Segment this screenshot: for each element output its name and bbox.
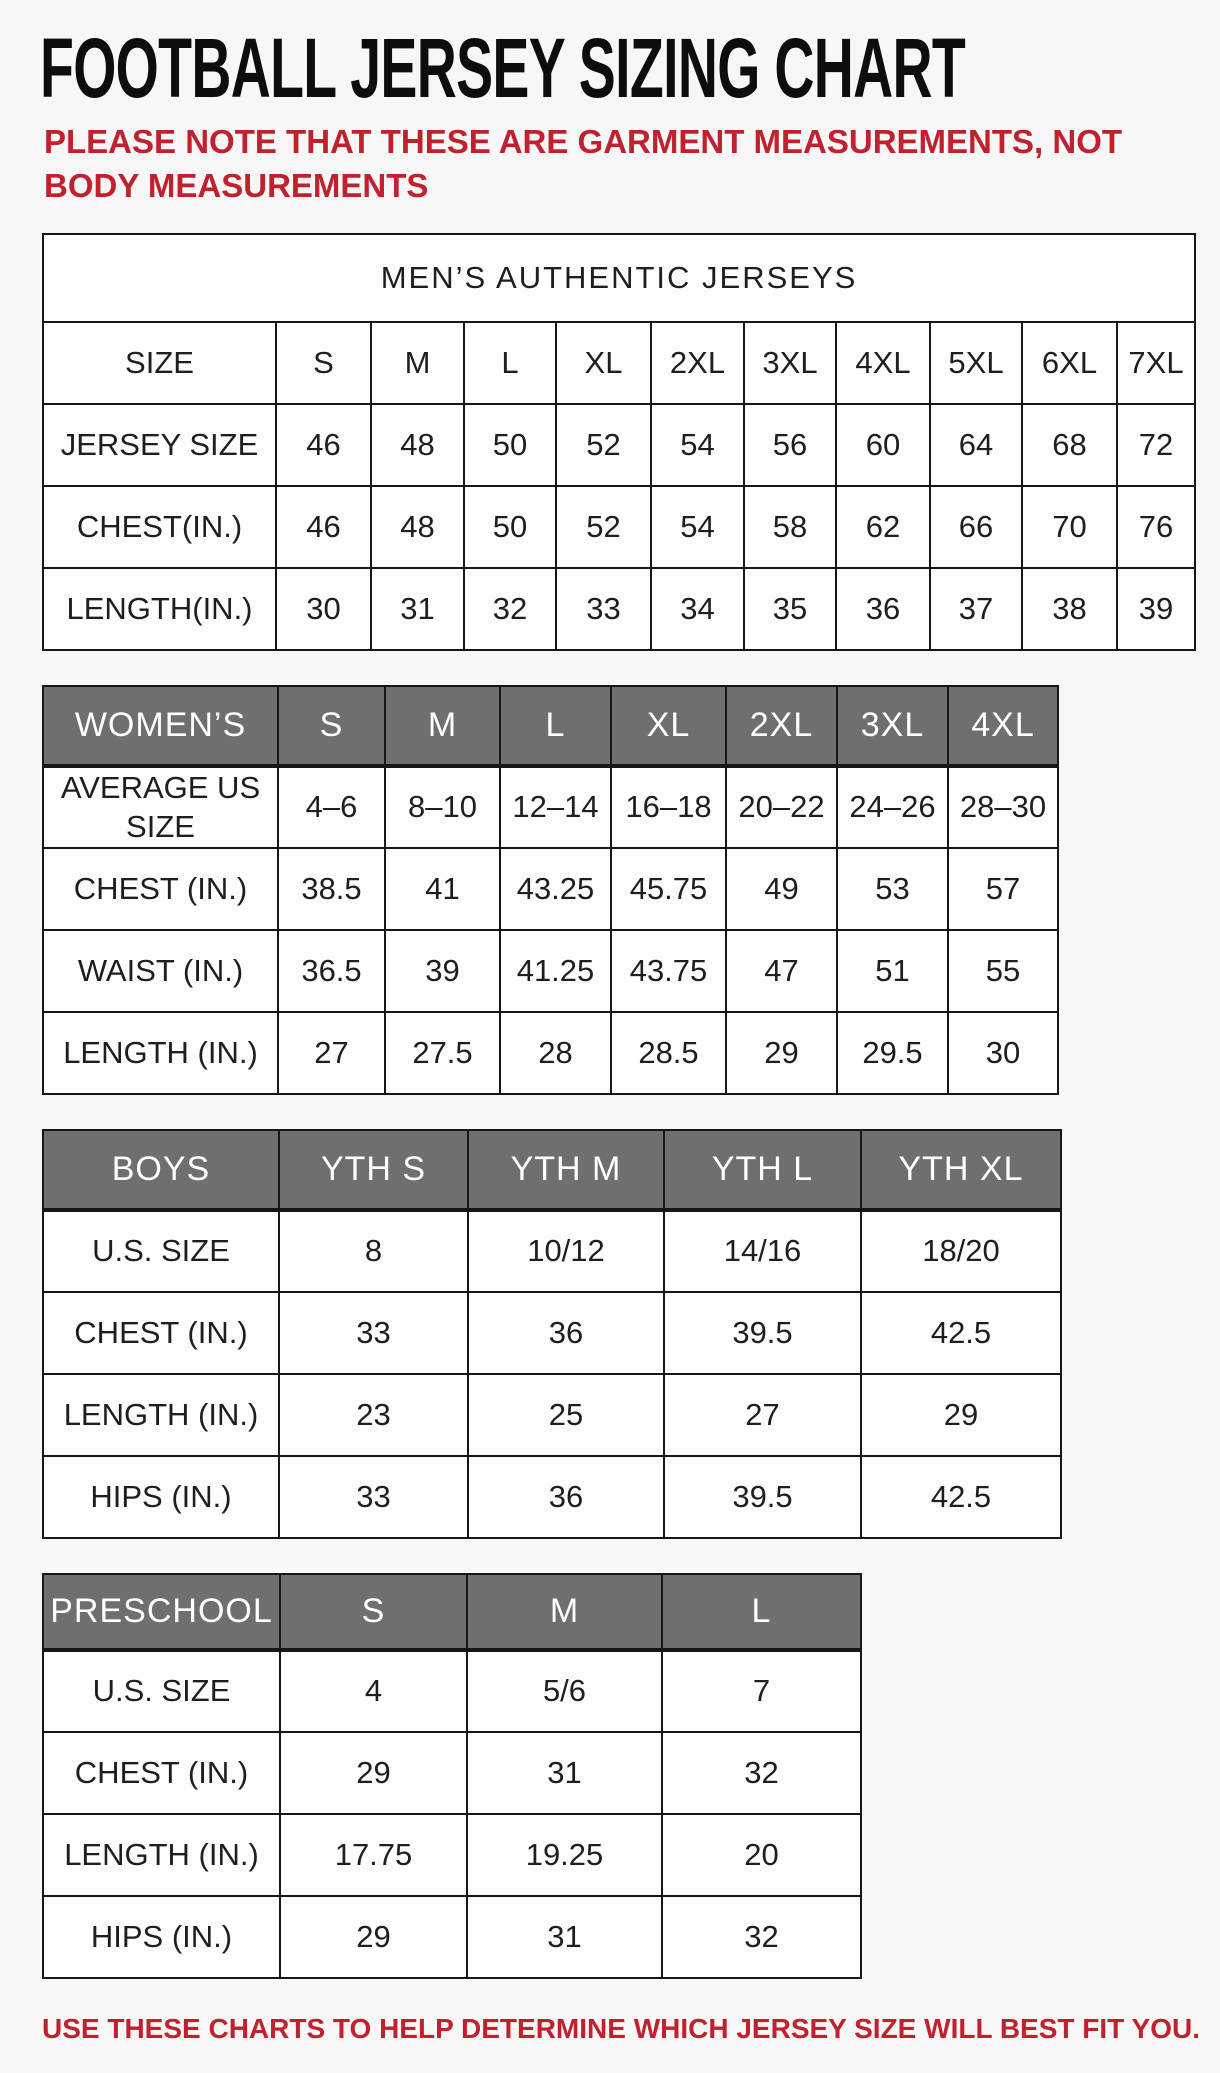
size-column-header: 4XL (948, 686, 1058, 766)
value-cell: 47 (726, 930, 837, 1012)
value-cell: 39 (385, 930, 500, 1012)
value-cell: 24–26 (837, 766, 948, 848)
value-cell: 39 (1117, 568, 1195, 650)
value-cell: 5/6 (467, 1650, 662, 1732)
value-cell: M (371, 322, 464, 404)
preschool-table (42, 1573, 862, 1979)
size-column-header: YTH S (279, 1130, 468, 1210)
value-cell: 18/20 (861, 1210, 1061, 1292)
measurement-row (43, 486, 1195, 568)
row-label: CHEST (IN.) (43, 1292, 279, 1374)
value-cell: 7 (662, 1650, 861, 1732)
value-cell: 55 (948, 930, 1058, 1012)
row-label: SIZE (43, 322, 276, 404)
value-cell: 53 (837, 848, 948, 930)
value-cell: 4 (280, 1650, 467, 1732)
row-label: CHEST (IN.) (43, 848, 278, 930)
size-column-header: 3XL (837, 686, 948, 766)
value-cell: 6XL (1022, 322, 1117, 404)
value-cell: 29 (726, 1012, 837, 1094)
value-cell: 33 (279, 1456, 468, 1538)
value-cell: 51 (837, 930, 948, 1012)
value-cell: 76 (1117, 486, 1195, 568)
value-cell: 8–10 (385, 766, 500, 848)
size-column-header: YTH XL (861, 1130, 1061, 1210)
value-cell: 5XL (930, 322, 1022, 404)
row-label: LENGTH(IN.) (43, 568, 276, 650)
value-cell: 36.5 (278, 930, 385, 1012)
value-cell: 50 (464, 486, 556, 568)
mens-table-banner: MEN’S AUTHENTIC JERSEYS (43, 234, 1195, 322)
boys-table (42, 1129, 1062, 1539)
row-label: U.S. SIZE (43, 1650, 280, 1732)
value-cell: 27.5 (385, 1012, 500, 1094)
value-cell: 33 (556, 568, 651, 650)
value-cell: 45.75 (611, 848, 726, 930)
row-label: LENGTH (IN.) (43, 1814, 280, 1896)
mens-banner-row (43, 234, 1195, 322)
value-cell: 46 (276, 486, 371, 568)
table-title-cell: PRESCHOOL (43, 1574, 280, 1650)
size-column-header: 2XL (726, 686, 837, 766)
value-cell: 37 (930, 568, 1022, 650)
value-cell: 31 (467, 1896, 662, 1978)
value-cell: 10/12 (468, 1210, 664, 1292)
page-title (40, 21, 1196, 115)
value-cell: 7XL (1117, 322, 1195, 404)
value-cell: 39.5 (664, 1456, 861, 1538)
value-cell: 8 (279, 1210, 468, 1292)
value-cell: 32 (662, 1732, 861, 1814)
measurement-row (43, 1374, 1061, 1456)
table-title-cell: BOYS (43, 1130, 279, 1210)
boys-header-row (43, 1130, 1061, 1210)
measurement-row (43, 1650, 861, 1732)
value-cell: 54 (651, 404, 744, 486)
value-cell: 48 (371, 486, 464, 568)
value-cell: 66 (930, 486, 1022, 568)
value-cell: 20 (662, 1814, 861, 1896)
size-column-header: YTH L (664, 1130, 861, 1210)
value-cell: 14/16 (664, 1210, 861, 1292)
page-title-text: FOOTBALL JERSEY SIZING CHART (40, 21, 966, 115)
value-cell: 4XL (836, 322, 930, 404)
measurement-row (43, 404, 1195, 486)
value-cell: 64 (930, 404, 1022, 486)
value-cell: 46 (276, 404, 371, 486)
value-cell: 70 (1022, 486, 1117, 568)
measurement-row (43, 930, 1058, 1012)
value-cell: 29.5 (837, 1012, 948, 1094)
value-cell: 27 (278, 1012, 385, 1094)
value-cell: 36 (836, 568, 930, 650)
garment-measurements-note: PLEASE NOTE THAT THESE ARE GARMENT MEASUREMENTS, NOT BODY MEASUREMENTS (44, 123, 1123, 204)
value-cell: 32 (662, 1896, 861, 1978)
row-label: JERSEY SIZE (43, 404, 276, 486)
row-label: CHEST (IN.) (43, 1732, 280, 1814)
measurement-row (43, 1814, 861, 1896)
value-cell: 52 (556, 404, 651, 486)
row-label: AVERAGE US SIZE (43, 766, 278, 848)
size-column-header: M (385, 686, 500, 766)
value-cell: 68 (1022, 404, 1117, 486)
size-column-header: XL (611, 686, 726, 766)
value-cell: 31 (371, 568, 464, 650)
value-cell: 43.25 (500, 848, 611, 930)
value-cell: 54 (651, 486, 744, 568)
measurement-row (43, 1896, 861, 1978)
value-cell: 25 (468, 1374, 664, 1456)
mens-authentic-jerseys-table (42, 233, 1196, 651)
preschool-header-row (43, 1574, 861, 1650)
value-cell: S (276, 322, 371, 404)
value-cell: 36 (468, 1292, 664, 1374)
size-column-header: L (500, 686, 611, 766)
value-cell: 36 (468, 1456, 664, 1538)
row-label: LENGTH (IN.) (43, 1374, 279, 1456)
value-cell: 30 (948, 1012, 1058, 1094)
value-cell: 32 (464, 568, 556, 650)
value-cell: 31 (467, 1732, 662, 1814)
size-column-header: L (662, 1574, 861, 1650)
value-cell: 12–14 (500, 766, 611, 848)
value-cell: 4–6 (278, 766, 385, 848)
value-cell: 38.5 (278, 848, 385, 930)
size-column-header: M (467, 1574, 662, 1650)
value-cell: 33 (279, 1292, 468, 1374)
value-cell: 16–18 (611, 766, 726, 848)
value-cell: L (464, 322, 556, 404)
value-cell: 28.5 (611, 1012, 726, 1094)
value-cell: 41.25 (500, 930, 611, 1012)
measurement-row (43, 568, 1195, 650)
measurement-row (43, 848, 1058, 930)
value-cell: 27 (664, 1374, 861, 1456)
value-cell: 3XL (744, 322, 836, 404)
value-cell: 19.25 (467, 1814, 662, 1896)
row-label: CHEST(IN.) (43, 486, 276, 568)
row-label: U.S. SIZE (43, 1210, 279, 1292)
measurement-row (43, 766, 1058, 848)
womens-header-row (43, 686, 1058, 766)
row-label: LENGTH (IN.) (43, 1012, 278, 1094)
value-cell: 29 (280, 1896, 467, 1978)
size-column-header: YTH M (468, 1130, 664, 1210)
measurement-row (43, 322, 1195, 404)
value-cell: 49 (726, 848, 837, 930)
value-cell: 48 (371, 404, 464, 486)
measurement-row (43, 1210, 1061, 1292)
value-cell: 28 (500, 1012, 611, 1094)
footer-advice-text: USE THESE CHARTS TO HELP DETERMINE WHICH JERSEY SIZE WILL BEST FIT YOU. (42, 2013, 1200, 2045)
value-cell: 41 (385, 848, 500, 930)
value-cell: 42.5 (861, 1456, 1061, 1538)
value-cell: 50 (464, 404, 556, 486)
value-cell: 35 (744, 568, 836, 650)
value-cell: 20–22 (726, 766, 837, 848)
size-column-header: S (280, 1574, 467, 1650)
value-cell: 56 (744, 404, 836, 486)
value-cell: XL (556, 322, 651, 404)
row-label: WAIST (IN.) (43, 930, 278, 1012)
value-cell: 72 (1117, 404, 1195, 486)
table-title-cell: WOMEN’S (43, 686, 278, 766)
value-cell: 43.75 (611, 930, 726, 1012)
value-cell: 2XL (651, 322, 744, 404)
value-cell: 52 (556, 486, 651, 568)
value-cell: 60 (836, 404, 930, 486)
value-cell: 62 (836, 486, 930, 568)
row-label: HIPS (IN.) (43, 1456, 279, 1538)
measurement-row (43, 1292, 1061, 1374)
size-column-header: S (278, 686, 385, 766)
value-cell: 30 (276, 568, 371, 650)
measurement-row (43, 1012, 1058, 1094)
row-label: HIPS (IN.) (43, 1896, 280, 1978)
measurement-row (43, 1456, 1061, 1538)
value-cell: 42.5 (861, 1292, 1061, 1374)
value-cell: 23 (279, 1374, 468, 1456)
value-cell: 17.75 (280, 1814, 467, 1896)
value-cell: 38 (1022, 568, 1117, 650)
value-cell: 29 (280, 1732, 467, 1814)
measurement-row (43, 1732, 861, 1814)
value-cell: 39.5 (664, 1292, 861, 1374)
value-cell: 34 (651, 568, 744, 650)
value-cell: 58 (744, 486, 836, 568)
value-cell: 28–30 (948, 766, 1058, 848)
value-cell: 29 (861, 1374, 1061, 1456)
value-cell: 57 (948, 848, 1058, 930)
womens-table (42, 685, 1059, 1095)
